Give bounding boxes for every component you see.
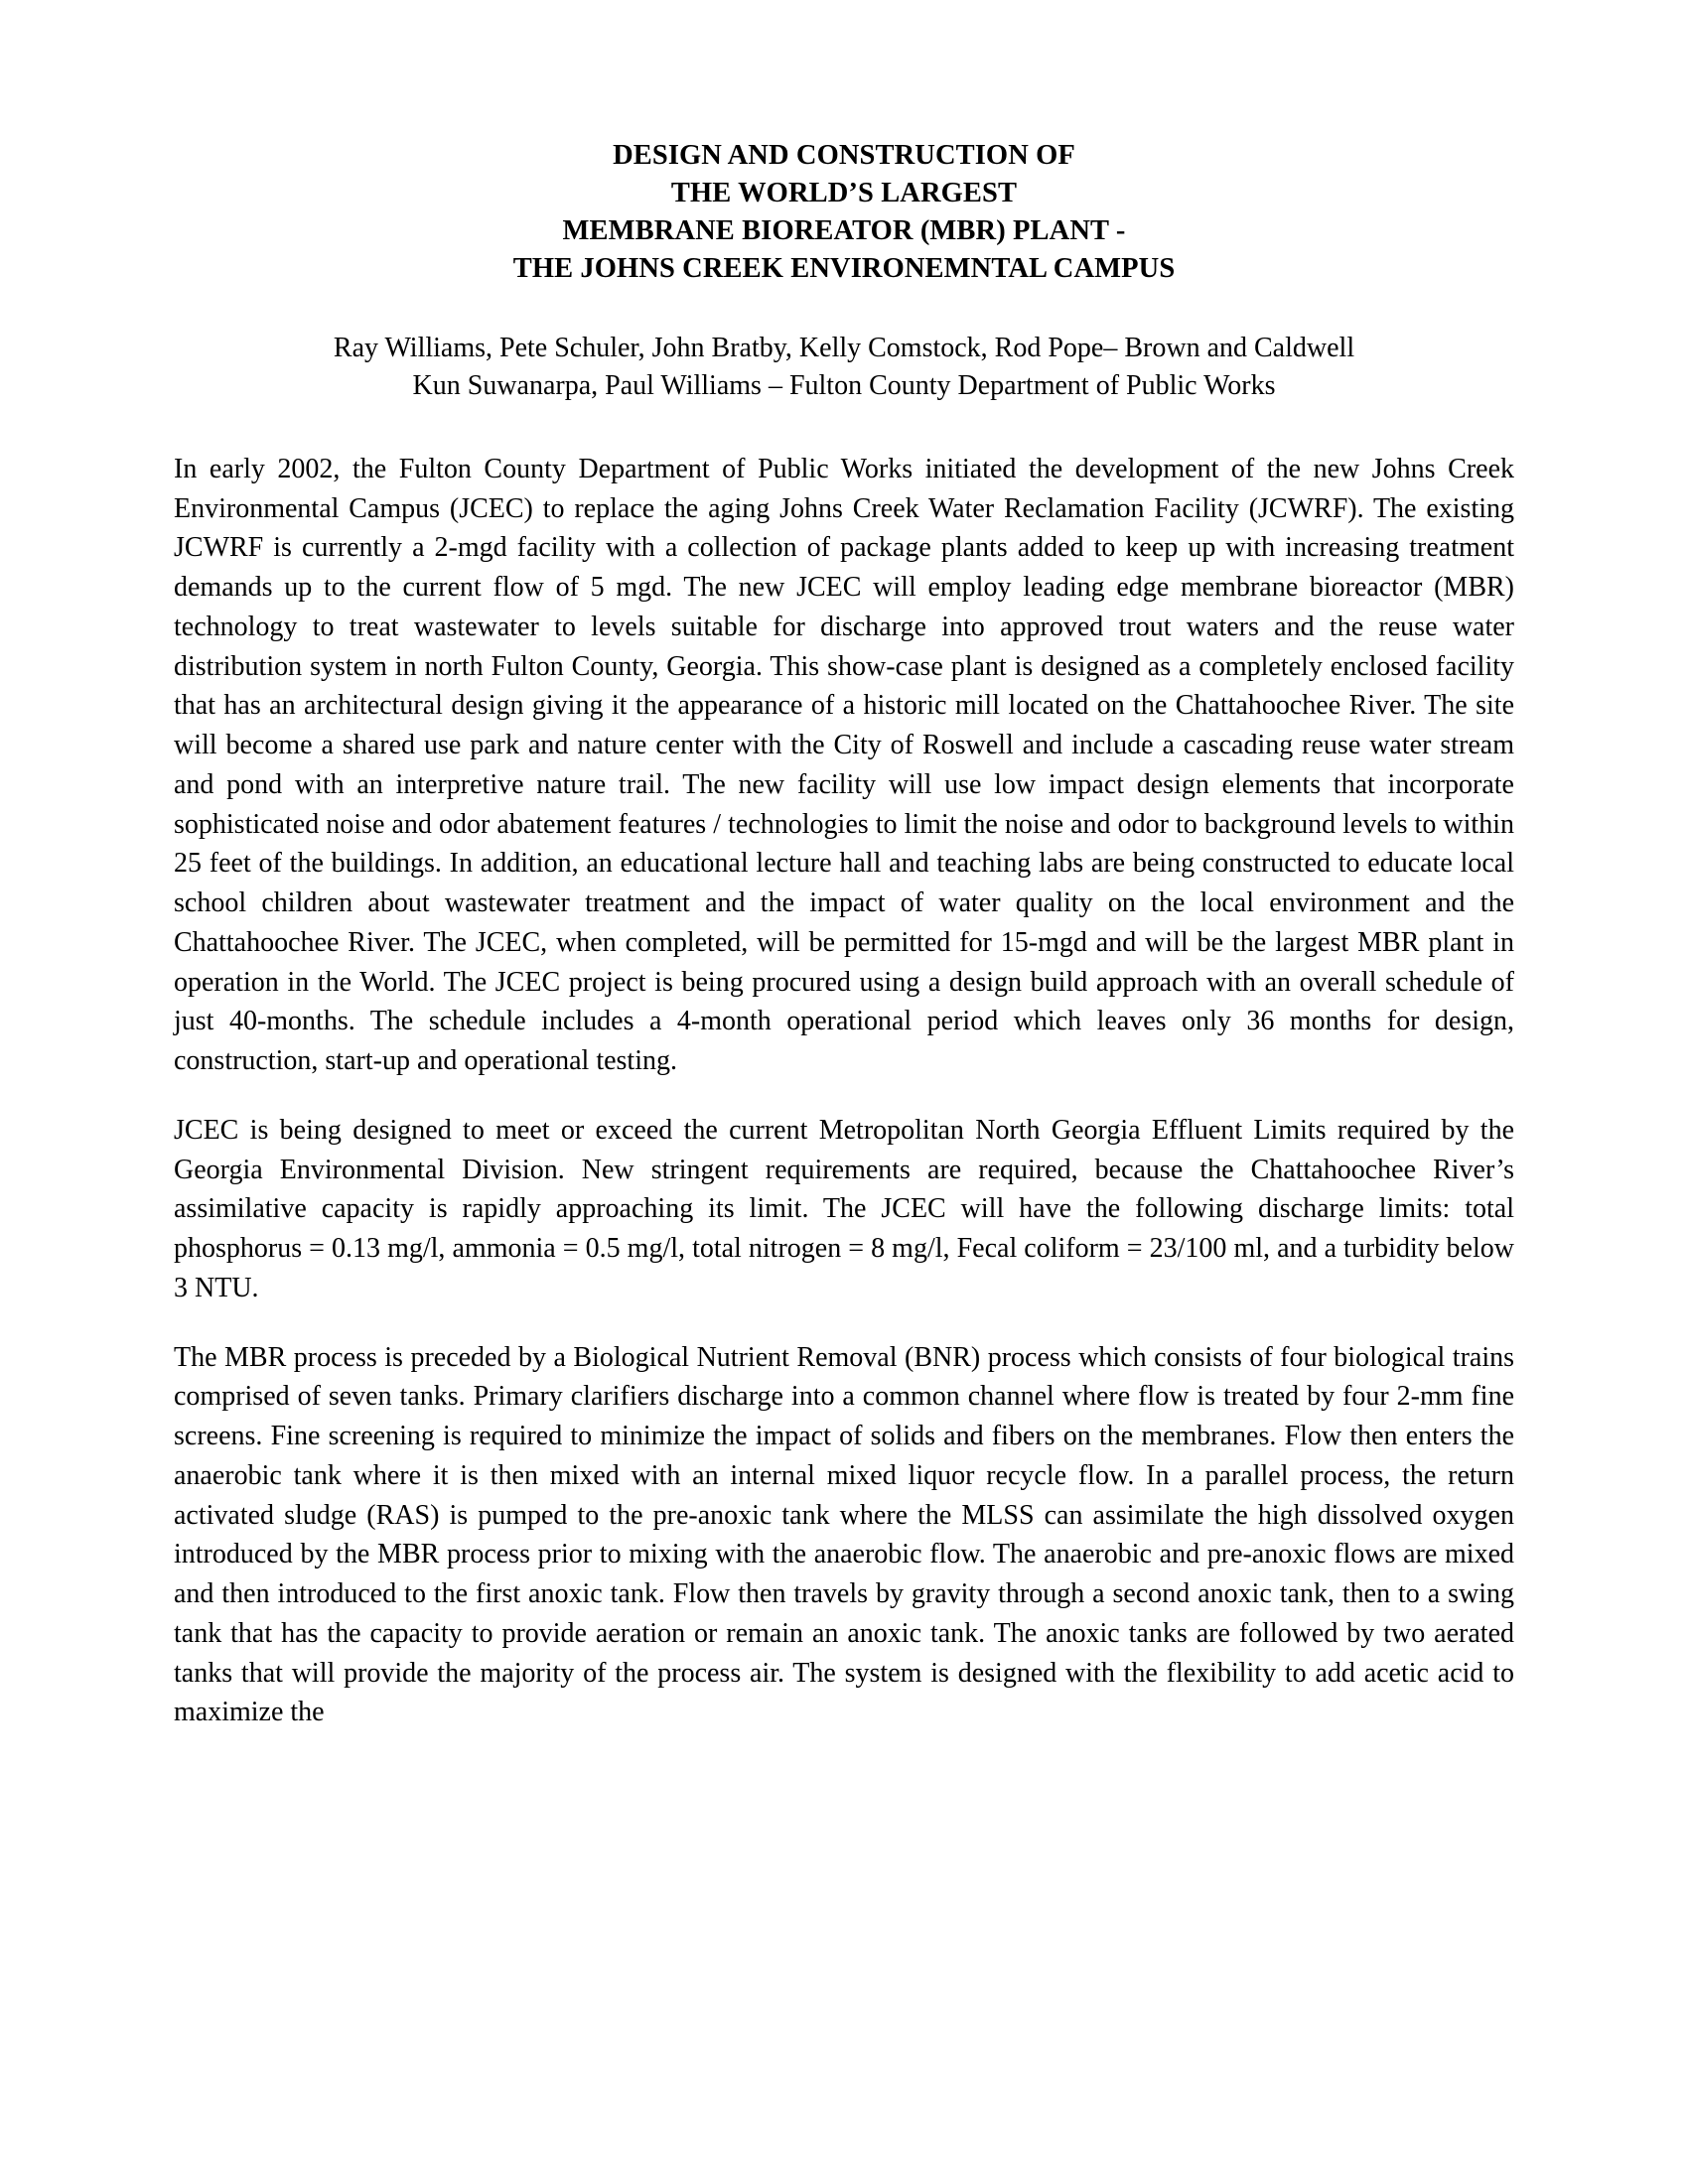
paragraph-2: JCEC is being designed to meet or exceed the current Metropolitan North Georgia Effluent Limits required by the Georgia Environmental Division. New stringent requirements are required, because the Chattahoochee River’s assimilative capacity is rapidly approaching its limit. The JCEC will have the following discharge limits: total phosphorus = 0.13 mg/l, ammonia = 0.5 mg/l, total nitrogen = 8 mg/l, Fecal coliform = 23/100 ml, and a turbidity below 3 NTU. — [174, 1114, 1514, 1303]
paragraph-3: The MBR process is preceded by a Biological Nutrient Removal (BNR) process which consists of four biological trains comprised of seven tanks. Primary clarifiers discharge into a common channel where flow is treated by four 2-mm fine screens. Fine screening is required to minimize the impact of solids and fibers on the membranes. Flow then enters the anaerobic tank where it is then mixed with an internal mixed liquor recycle flow. In a parallel process, the return activated sludge (RAS) is pumped to the pre-anoxic tank where the MLSS can assimilate the high dissolved oxygen introduced by the MBR process prior to mixing with the anaerobic flow. The anaerobic and pre-anoxic flows are mixed and then introduced to the first anoxic tank. Flow then travels by gravity through a second anoxic tank, then to a swing tank that has the capacity to provide aeration or remain an anoxic tank. The anoxic tanks are followed by two aerated tanks that will provide the majority of the process air. The system is designed with the flexibility to add acetic acid to maximize the — [174, 1341, 1514, 1728]
title-line-4: THE JOHNS CREEK ENVIRONEMNTAL CAMPUS — [512, 252, 1176, 284]
body-text — [174, 450, 1514, 1732]
paper-title — [174, 137, 1514, 288]
author-list — [174, 330, 1514, 406]
author-line-1: Ray Williams, Pete Schuler, John Bratby, Kelly Comstock, Rod Pope– Brown and Caldwell — [333, 332, 1355, 363]
title-line-2: THE WORLD’S LARGEST — [670, 177, 1018, 208]
title-line-3: MEMBRANE BIOREATOR (MBR) PLANT - — [562, 214, 1126, 246]
title-line-1: DESIGN AND CONSTRUCTION OF — [613, 140, 1075, 171]
paragraph-1: In early 2002, the Fulton County Department of Public Works initiated the development of the new Johns Creek Environmental Campus (JCEC) to replace the aging Johns Creek Water Reclamation Facility (JCWRF). The existing JCWRF is currently a 2-mgd facility with a collection of package plants added to keep up with increasing treatment demands up to the current flow of 5 mgd. The new JCEC will employ leading edge membrane bioreactor (MBR) technology to treat wastewater to levels suitable for discharge into approved trout waters and the reuse water distribution system in north Fulton County, Georgia. This show-case plant is designed as a completely enclosed facility that has an architectural design giving it the appearance of a historic mill located on the Chattahoochee River. The site will become a shared use park and nature center with the City of Roswell and include a cascading reuse water stream and pond with an interpretive nature trail. The new facility will use low impact design elements that incorporate sophisticated noise and odor abatement features / technologies to limit the noise and odor to background levels to within 25 feet of the buildings. In addition, an educational lecture hall and teaching labs are being constructed to educate local school children about wastewater treatment and the impact of water quality on the local environment and the Chattahoochee River. The JCEC, when completed, will be permitted for 15-mgd and will be the largest MBR plant in operation in the World. The JCEC project is being procured using a design build approach with an overall schedule of just 40-months. The schedule includes a 4-month operational period which leaves only 36 months for design, construction, start-up and operational testing. — [174, 453, 1514, 1077]
author-line-2: Kun Suwanarpa, Paul Williams – Fulton County Department of Public Works — [412, 370, 1276, 402]
